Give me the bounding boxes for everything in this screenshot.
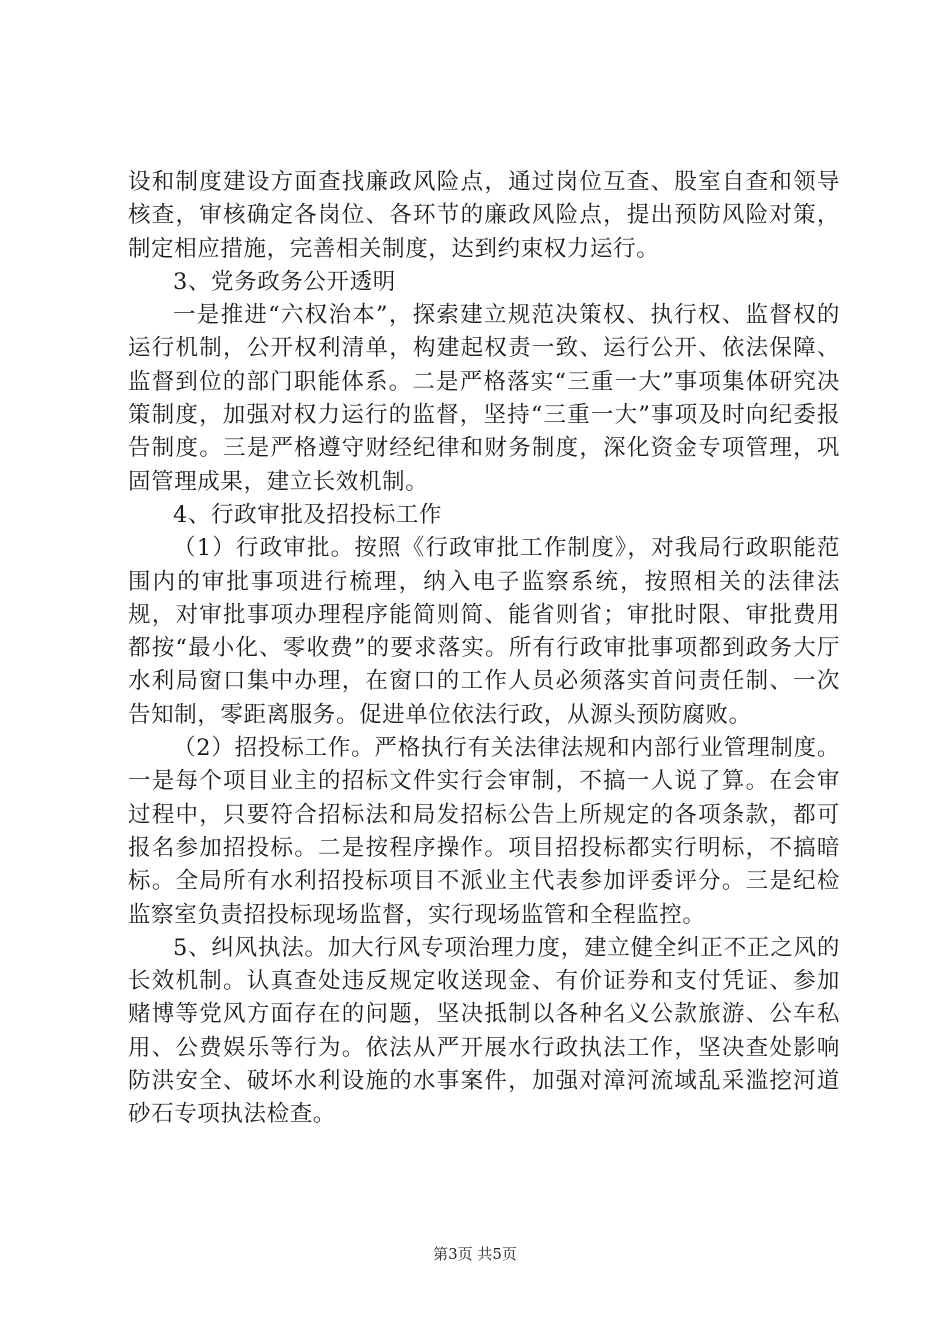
section-heading-4: 4、行政审批及招投标工作 xyxy=(173,501,443,528)
paragraph-discipline-enforcement: 5、纠风执法。加大行风专项治理力度，建立健全纠正不正之风的长效机制。认真查处违反规定收送现金、有价证券和支付凭证、参加赌博等党风方面存在的问题，坚决抵制以各种名义公款旅游、公车私用、公费娱乐等行为。依法从严开展水行政执法工作，坚决查处影响防洪安全、破坏水利设施的水事案件，加强对漳河流域乱采滥挖河道砂石专项执法检查。 xyxy=(128,934,840,1128)
paragraph-continuation: 设和制度建设方面查找廉政风险点，通过岗位互查、股室自查和领导核查，审核确定各岗位、各环节的廉政风险点，提出预防风险对策，制定相应措施，完善相关制度，达到约束权力运行。 xyxy=(128,169,840,262)
document-body xyxy=(128,166,840,1132)
page-number-footer: 第3页 共5页 xyxy=(433,1245,517,1263)
paragraph-bidding: （2）招投标工作。严格执行有关法律法规和内部行业管理制度。一是每个项目业主的招标文件实行会审制，不搞一人说了算。在会审过程中，只要符合招标法和局发招标公告上所规定的各项条款，都可报名参加招投标。二是按程序操作。项目招投标都实行明标，不搞暗标。全局所有水利招投标项目不派业主代表参加评委评分。三是纪检监察室负责招投标现场监督，实行现场监管和全程监控。 xyxy=(128,735,840,928)
section-heading-3: 3、党务政务公开透明 xyxy=(173,268,396,295)
paragraph-administrative-approval: （1）行政审批。按照《行政审批工作制度》，对我局行政职能范围内的审批事项进行梳理，纳入电子监察系统，按照相关的法律法规，对审批事项办理程序能简则简、能省则省；审批时限、审批费用都按“最小化、零收费”的要求落实。所有行政审批事项都到政务大厅水利局窗口集中办理，在窗口的工作人员必须落实首问责任制、一次告知制，零距离服务。促进单位依法行政，从源头预防腐败。 xyxy=(128,535,840,728)
paragraph-open-governance: 一是推进“六权治本”，探索建立规范决策权、执行权、监督权的运行机制，公开权利清单，构建起权责一致、运行公开、依法保障、监督到位的部门职能体系。二是严格落实“三重一大”事项集体研究决策制度，加强对权力运行的监督，坚持“三重一大”事项及时向纪委报告制度。三是严格遵守财经纪律和财务制度，深化资金专项管理，巩固管理成果，建立长效机制。 xyxy=(128,302,840,495)
